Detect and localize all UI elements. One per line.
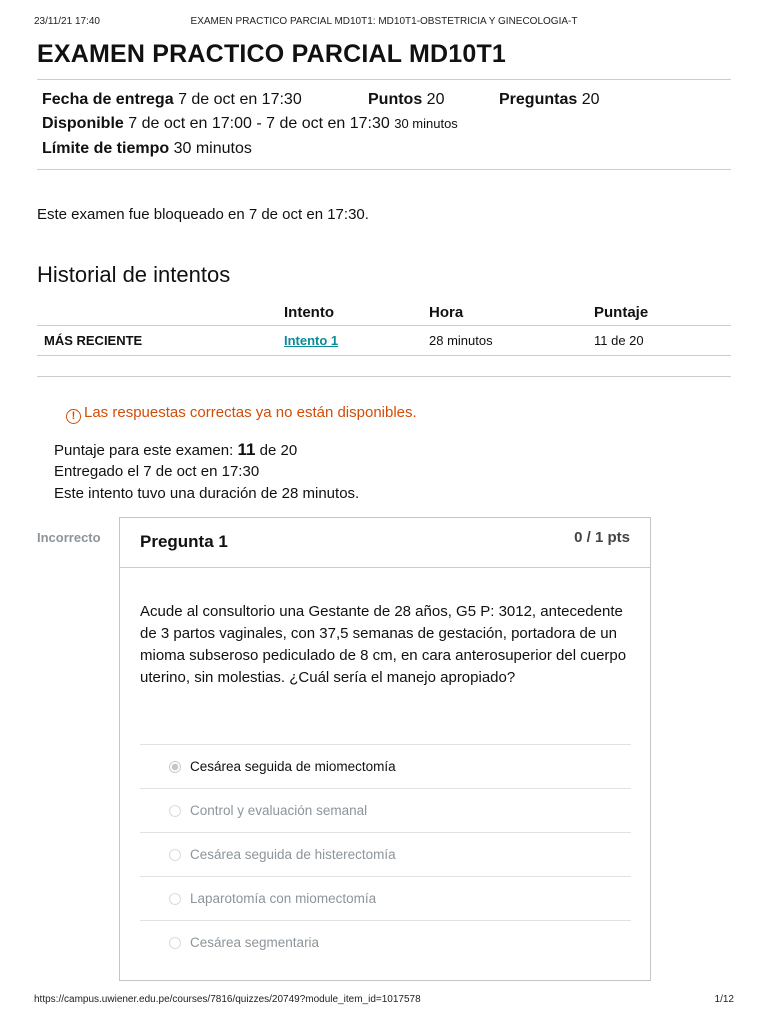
points-label: Puntos xyxy=(368,91,423,108)
points-info xyxy=(368,91,444,109)
attempt-history-title: Historial de intentos xyxy=(37,262,231,287)
warning-text: Las respuestas correctas ya no están disponibles. xyxy=(84,404,417,421)
time-limit-value: 30 minutos xyxy=(173,140,252,157)
print-page-number: 1/12 xyxy=(714,994,734,1005)
score-value: 11 xyxy=(237,440,256,459)
question-status-label: Incorrecto xyxy=(37,530,101,545)
available-label: Disponible xyxy=(42,115,124,132)
column-header-time: Hora xyxy=(429,304,464,321)
answer-label: Laparotomía con miomectomía xyxy=(190,891,377,906)
page-title: EXAMEN PRACTICO PARCIAL MD10T1 xyxy=(37,40,507,68)
answer-option[interactable] xyxy=(140,876,631,920)
attempt-link[interactable]: Intento 1 xyxy=(284,333,339,348)
radio-selected-icon[interactable] xyxy=(169,761,181,773)
table-header-row xyxy=(37,298,731,326)
table-row xyxy=(37,326,731,356)
availability-info xyxy=(42,115,458,133)
question-title: Pregunta 1 xyxy=(140,532,228,551)
answer-label: Control y evaluación semanal xyxy=(190,803,368,818)
time-limit-label: Límite de tiempo xyxy=(42,140,170,157)
print-date: 23/11/21 17:40 xyxy=(34,16,100,27)
submitted-text: Entregado el 7 de oct en 17:30 xyxy=(54,463,260,480)
questions-value: 20 xyxy=(581,91,600,108)
score-summary xyxy=(54,440,297,460)
duration-text: Este intento tuvo una duración de 28 minutos. xyxy=(54,485,360,502)
answer-label: Cesárea seguida de miomectomía xyxy=(190,759,396,774)
time-limit-info xyxy=(42,140,252,158)
radio-icon[interactable] xyxy=(169,849,181,861)
attempt-history-table xyxy=(37,298,731,356)
radio-icon[interactable] xyxy=(169,937,181,949)
answer-label: Cesárea seguida de histerectomía xyxy=(190,847,396,862)
score-suffix: de 20 xyxy=(259,442,298,459)
answer-list xyxy=(140,744,631,964)
answer-option[interactable] xyxy=(140,744,631,788)
print-header xyxy=(34,16,734,30)
attempt-score: 11 de 20 xyxy=(594,333,644,348)
score-prefix: Puntaje para este examen: xyxy=(54,442,234,459)
answer-label: Cesárea segmentaria xyxy=(190,935,320,950)
due-value: 7 de oct en 17:30 xyxy=(178,91,302,108)
question-card xyxy=(119,517,651,981)
radio-icon[interactable] xyxy=(169,893,181,905)
divider xyxy=(37,169,731,170)
quiz-meta-row-1 xyxy=(42,91,302,109)
divider xyxy=(37,376,731,377)
available-duration: 30 minutos xyxy=(394,116,458,131)
answer-option[interactable] xyxy=(140,920,631,964)
column-header-attempt: Intento xyxy=(284,304,334,321)
question-text: Acude al consultorio una Gestante de 28 años, G5 P: 3012, antecedente de 3 partos vaginales, con 37,5 semanas de gestación, portadora de un mioma subseroso pediculado de 8 cm, en cara anterosuperior del cuerpo uterino, sin molestias. ¿Cuál sería el manejo apropiado? xyxy=(140,603,627,686)
divider xyxy=(37,79,731,80)
print-url: https://campus.uwiener.edu.pe/courses/7816/quizzes/20749?module_item_id=1017578 xyxy=(34,994,421,1005)
due-label: Fecha de entrega xyxy=(42,91,174,108)
available-value: 7 de oct en 17:00 - 7 de oct en 17:30 xyxy=(128,115,390,132)
attempt-time: 28 minutos xyxy=(429,333,493,348)
questions-info xyxy=(499,91,600,109)
question-points: 0 / 1 pts xyxy=(574,529,630,546)
points-value: 20 xyxy=(426,91,445,108)
print-document-title: EXAMEN PRACTICO PARCIAL MD10T1: MD10T1-OBSTETRICIA Y GINECOLOGIA-T xyxy=(190,16,578,27)
locked-message: Este examen fue bloqueado en 7 de oct en 17:30. xyxy=(37,206,369,223)
divider xyxy=(120,567,650,568)
correct-answers-warning xyxy=(66,404,417,424)
answer-option[interactable] xyxy=(140,788,631,832)
most-recent-label: MÁS RECIENTE xyxy=(44,333,143,348)
warning-icon: ! xyxy=(66,409,81,424)
radio-icon[interactable] xyxy=(169,805,181,817)
question-header xyxy=(120,518,650,567)
questions-label: Preguntas xyxy=(499,91,578,108)
column-header-score: Puntaje xyxy=(594,304,649,321)
answer-option[interactable] xyxy=(140,832,631,876)
